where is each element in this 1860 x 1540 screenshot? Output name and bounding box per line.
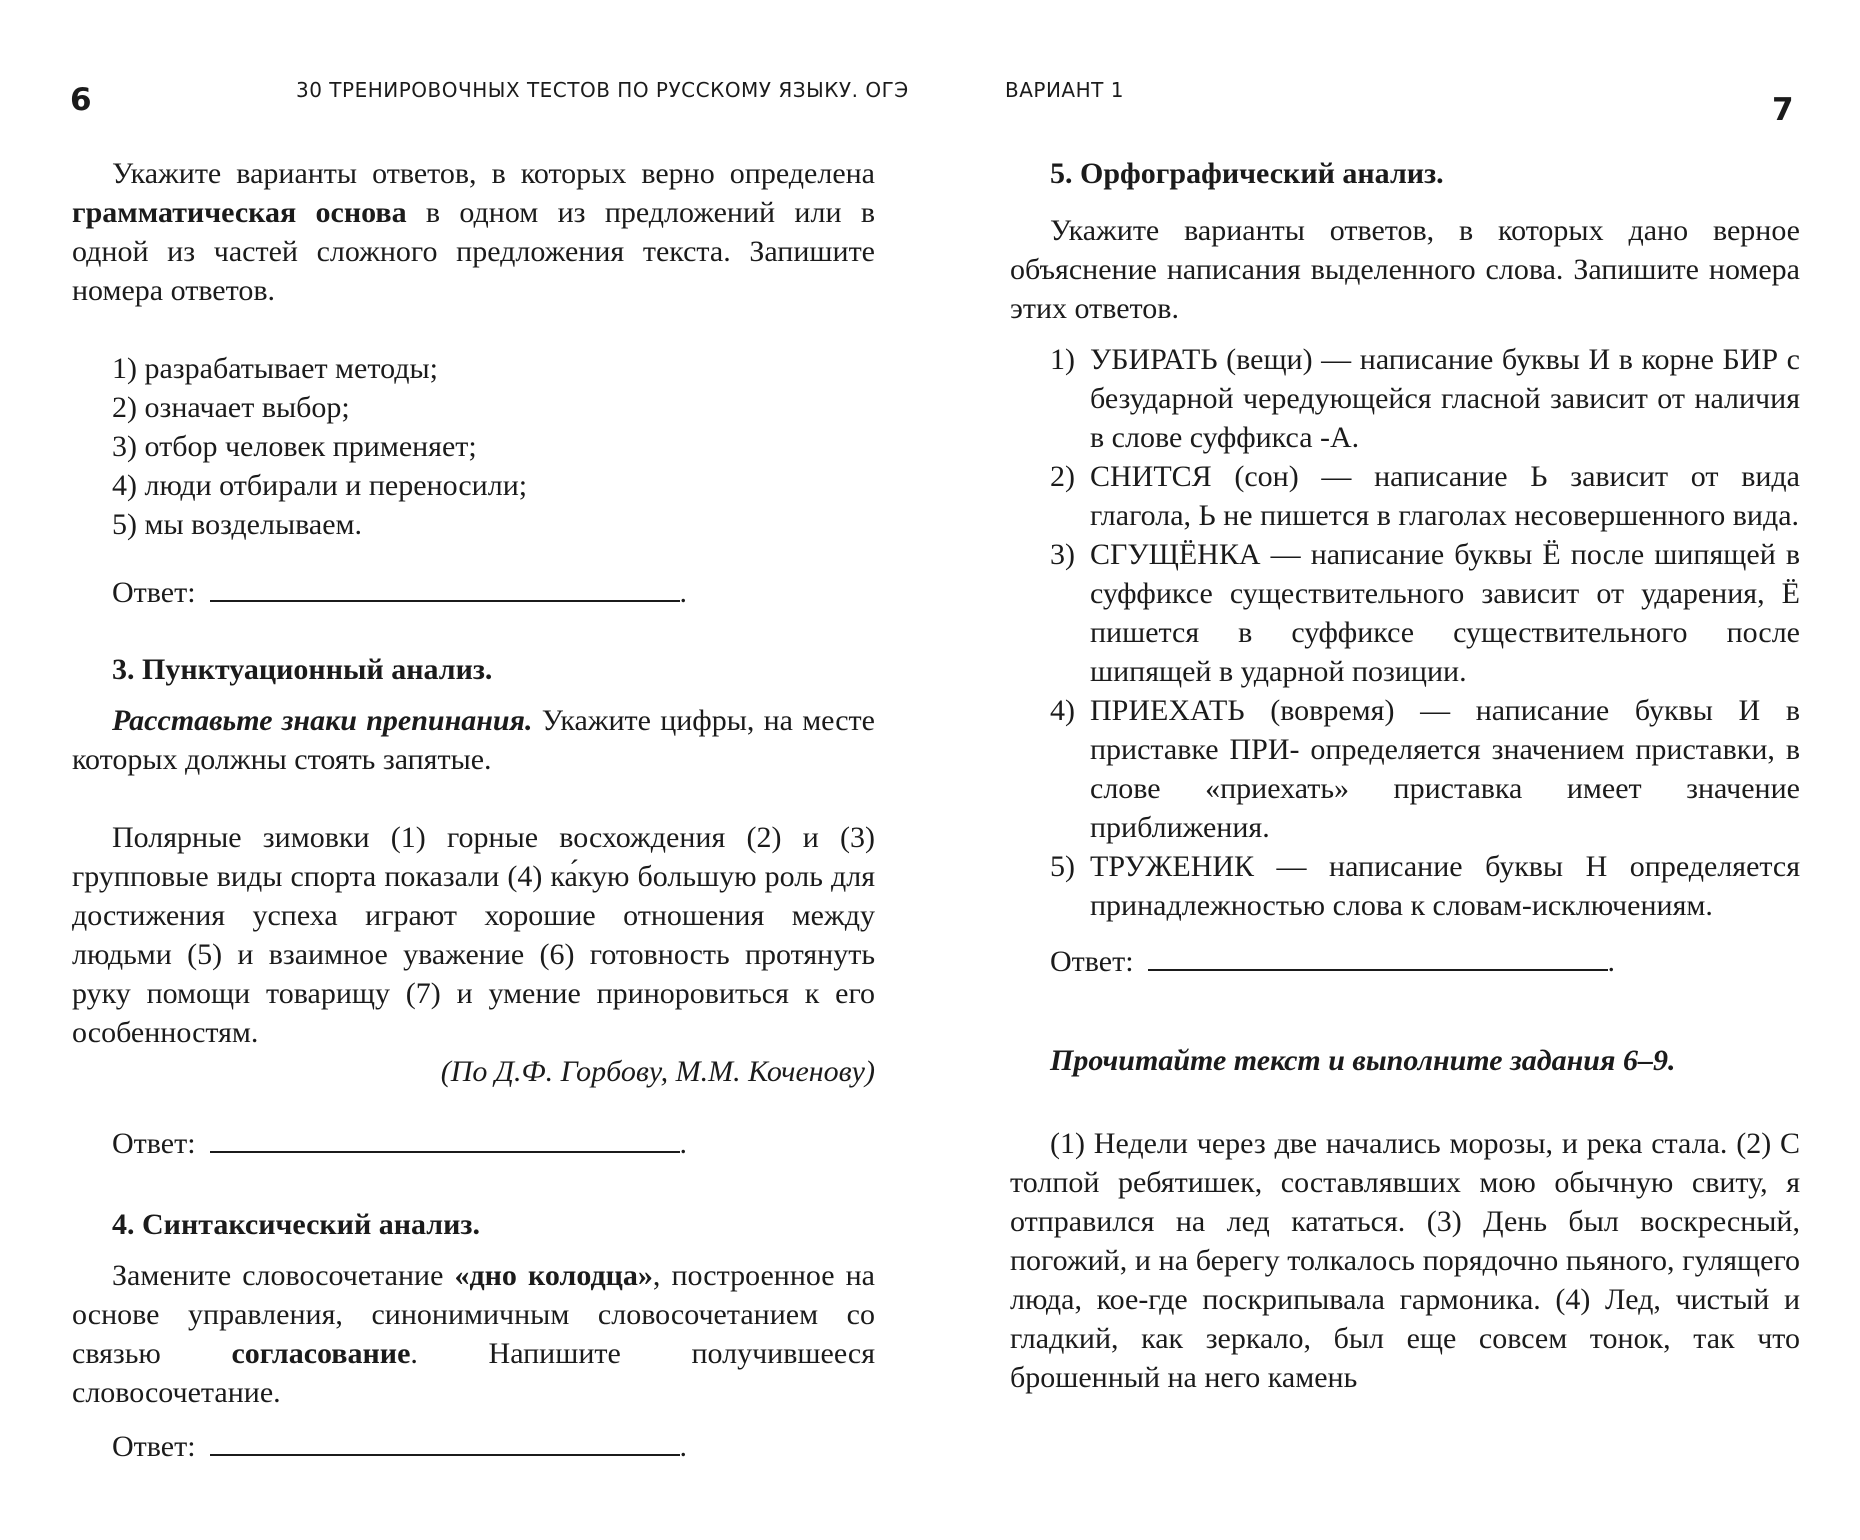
task3-text: Полярные зимовки (1) горные восхождения (2) и (3) групповые виды спорта показали (4) ка́кую большую роль для достижения успеха играют хорошие отношения между людьми (5) и взаимное уважение (6) готовность протянуть руку помощи товарищу (7) и умение приноровиться к его особенностям. <box>72 821 875 1049</box>
task3-answer: Ответ: . <box>72 1121 875 1163</box>
option-2: 2) СНИТСЯ (сон) — написание Ь зависит от вида глагола, Ь не пишется в глаголах несовершенного вида. <box>1050 460 1800 532</box>
left-column <box>72 154 875 1466</box>
option-5: 5) мы возделываем. <box>112 508 362 541</box>
task2-options <box>72 349 875 544</box>
option-1: 1) УБИРАТЬ (вещи) — написание буквы И в корне БИР с безударной чередующейся гласной зависит от наличия в слове суффикса -А. <box>1050 343 1800 454</box>
reading-passage: (1) Недели через две начались морозы, и река стала. (2) С толпой ребятишек, составлявших мою обычную свиту, я отправился на лед кататься. (3) День был воскресный, погожий, и на берегу толкалось порядочно пьяного, гулящего люда, кое-где поскрипывала гармоника. (4) Лед, чистый и гладкий, как зеркало, был еще совсем тонок, так что брошенный на него камень <box>1010 1127 1800 1394</box>
answer-field[interactable] <box>210 1121 680 1153</box>
option-4: 4) ПРИЕХАТЬ (вовремя) — написание буквы И в приставке ПРИ- определяется значением приставки, в слове «приехать» приставка имеет значение приближения. <box>1050 694 1800 844</box>
page-number: 6 <box>70 82 92 118</box>
task5-heading: 5. Орфографический анализ. <box>1050 157 1444 190</box>
answer-field[interactable] <box>1148 939 1608 971</box>
option-4: 4) люди отбирали и переносили; <box>112 469 528 502</box>
task3-instruction: Расставьте знаки препинания. Укажите цифры, на месте которых должны стоять запятые. <box>72 704 875 776</box>
reading-instruction: Прочитайте текст и выполните задания 6–9. <box>1050 1044 1676 1077</box>
task4-answer: Ответ: . <box>72 1424 875 1466</box>
page-number: 7 <box>1772 92 1794 128</box>
task5-answer: Ответ: . <box>1010 939 1800 981</box>
task5-instruction: Укажите варианты ответов, в которых дано верное объяснение написания выделенного слова. Запишите номера этих ответов. <box>1010 214 1800 325</box>
option-3: 3) СГУЩЁНКА — написание буквы Ё после шипящей в суффиксе существительного зависит от ударения, Ё пишется в суффиксе существительного после шипящей в ударной позиции. <box>1050 538 1800 688</box>
option-1: 1) разрабатывает методы; <box>112 352 438 385</box>
task5-options <box>1010 340 1800 925</box>
task4-heading: 4. Синтаксический анализ. <box>112 1208 480 1241</box>
term-grammar-basis: грамматическая основа <box>72 196 407 229</box>
task3-source: (По Д.Ф. Горбову, М.М. Коченову) <box>440 1055 875 1088</box>
right-column <box>1010 154 1800 1397</box>
option-3: 3) отбор человек применяет; <box>112 430 477 463</box>
option-2: 2) означает выбор; <box>112 391 350 424</box>
task4-instruction: Замените словосочетание «дно колодца», построенное на основе управления, синонимичным словосочетанием со связью согласование. Напишите получившееся словосочетание. <box>72 1259 875 1409</box>
right-page <box>930 0 1860 1540</box>
answer-field[interactable] <box>210 1424 680 1456</box>
task2-answer: Ответ: . <box>72 570 875 612</box>
running-head: 30 ТРЕНИРОВОЧНЫХ ТЕСТОВ ПО РУССКОМУ ЯЗЫКУ. ОГЭ <box>296 78 909 102</box>
answer-field[interactable] <box>210 570 680 602</box>
task2-instruction: Укажите варианты ответов, в которых верно определена грамматическая основа в одном из предложений или в одной из частей сложного предложения текста. Запишите номера ответов. <box>72 157 875 307</box>
running-head: ВАРИАНТ 1 <box>1005 78 1124 102</box>
task3-heading: 3. Пунктуационный анализ. <box>112 653 493 686</box>
option-5: 5) ТРУЖЕНИК — написание буквы Н определяется принадлежностью слова к словам-исключениям. <box>1050 850 1800 922</box>
